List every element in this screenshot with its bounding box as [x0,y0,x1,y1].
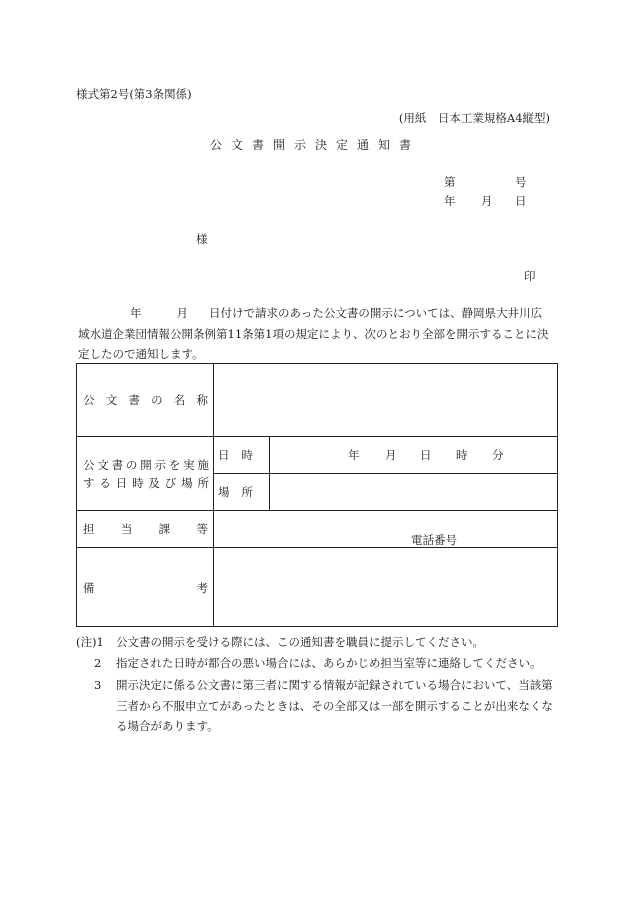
remarks-label-right: 考 [196,581,208,595]
note-item-2 [76,653,556,674]
remarks-field[interactable] [214,548,558,627]
body-paragraph [78,303,556,365]
remarks-label [77,548,214,627]
paper-spec: (用紙 日本工業規格A4縦型) [398,111,550,125]
schedule-label-line-1: 公文書の開示を実施 [83,457,209,472]
document-title: 公文書開示決定通知書 [209,138,420,152]
note-number-3: 3 [94,678,102,692]
note-text-2: 指定された日時が都合の悪い場合には、あらかじめ担当室等に連絡してください。 [116,655,542,670]
body-month: 月 [176,306,188,320]
number-prefix: 第 [444,175,456,189]
body-line-1 [78,303,556,324]
date-year: 年 [444,194,456,208]
date-day: 日 [515,194,527,208]
addressee-suffix: 様 [196,232,208,246]
datetime-label: 日時 [214,437,270,474]
section-label: 担当課等 [77,511,214,548]
seal-mark: 印 [524,269,536,283]
body-year: 年 [130,306,142,320]
dt-hour: 時 [456,448,468,462]
schedule-label-line-2: する日時及び場所 [83,475,209,490]
place-field[interactable] [270,474,558,511]
form-number: 様式第2号(第3条関係) [76,87,192,101]
disclosure-table [76,363,558,627]
date-month: 月 [481,194,493,208]
dt-day: 日 [420,448,432,462]
dt-month: 月 [385,448,397,462]
place-label: 場所 [214,474,270,511]
schedule-label [77,437,214,511]
section-field[interactable] [214,511,558,548]
dt-minute: 分 [492,448,504,462]
dt-year: 年 [348,448,360,462]
notes-section [76,632,556,737]
note-item-1 [76,632,556,653]
phone-label: 電話番号 [411,533,457,547]
doc-name-label: 公文書の名称 [77,364,214,437]
body-line-3: 定したので通知します。 [78,347,204,361]
note-text-1: 公文書の開示を受ける際には、この通知書を職員に提示してください。 [116,635,484,649]
note-item-3 [76,675,556,737]
doc-name-field[interactable] [214,364,558,437]
body-line-2: 域水道企業団情報公開条例第11条第1項の規定により、次のとおり全部を開示することに決 [78,326,549,341]
datetime-field[interactable] [270,437,558,474]
note-text-3: 開示決定に係る公文書に第三者に関する情報が記録されている場合において、当該第三者から不服申立てがあったときは、その全部又は一部を開示することが出来なくなる場合があります。 [116,678,553,733]
note-number-2: 2 [94,655,102,670]
remarks-label-left: 備 [83,581,95,595]
body-line-1-text: 日付けで請求のあった公文書の開示については、静岡県大井川広 [209,306,543,320]
note-prefix: (注)1 [76,635,104,649]
number-suffix: 号 [515,175,527,189]
